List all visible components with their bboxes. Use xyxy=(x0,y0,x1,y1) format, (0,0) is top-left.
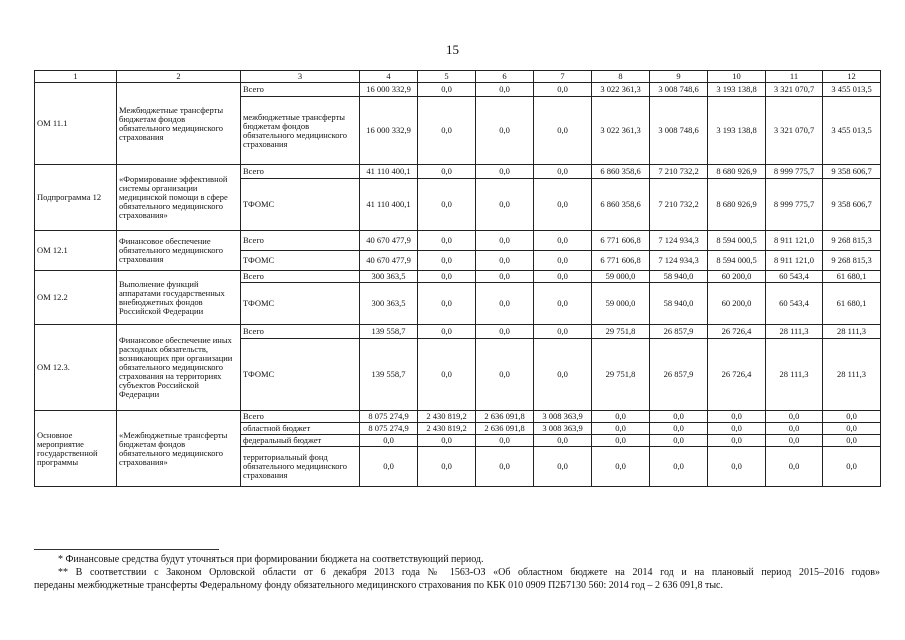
table-row xyxy=(35,411,881,423)
table-row xyxy=(35,231,881,251)
amount-cell: 0,0 xyxy=(418,435,476,447)
column-header: 9 xyxy=(650,71,708,83)
amount-cell: 6 771 606,8 xyxy=(592,231,650,251)
amount-cell: 0,0 xyxy=(823,411,881,423)
program-name-cell: Межбюджетные трансферты бюджетам фондов обязательного медицинского страхования xyxy=(117,83,241,165)
amount-cell: 3 193 138,8 xyxy=(708,83,766,97)
amount-cell: 2 636 091,8 xyxy=(476,411,534,423)
amount-cell: 0,0 xyxy=(418,97,476,165)
funding-source-cell: федеральный бюджет xyxy=(241,435,360,447)
program-code-cell: ОМ 12.1 xyxy=(35,231,117,271)
amount-cell: 0,0 xyxy=(534,251,592,271)
amount-cell: 0,0 xyxy=(592,447,650,487)
amount-cell: 0,0 xyxy=(476,271,534,283)
amount-cell: 8 680 926,9 xyxy=(708,165,766,179)
amount-cell: 139 558,7 xyxy=(360,325,418,339)
amount-cell: 0,0 xyxy=(418,339,476,411)
column-header: 12 xyxy=(823,71,881,83)
amount-cell: 3 022 361,3 xyxy=(592,83,650,97)
program-name-cell: Финансовое обеспечение иных расходных обязательств, возникающих при организации обязательного медицинского страхования на территориях субъектов Российской Федерации xyxy=(117,325,241,411)
amount-cell: 0,0 xyxy=(360,435,418,447)
amount-cell: 0,0 xyxy=(360,447,418,487)
amount-cell: 8 075 274,9 xyxy=(360,411,418,423)
amount-cell: 8 911 121,0 xyxy=(766,231,823,251)
funding-source-cell: Всего xyxy=(241,271,360,283)
column-number-row xyxy=(35,71,881,83)
funding-source-cell: Всего xyxy=(241,411,360,423)
amount-cell: 3 008 363,9 xyxy=(534,411,592,423)
amount-cell: 0,0 xyxy=(476,339,534,411)
amount-cell: 0,0 xyxy=(418,271,476,283)
amount-cell: 0,0 xyxy=(418,179,476,231)
column-header: 11 xyxy=(766,71,823,83)
funding-source-cell: ТФОМС xyxy=(241,339,360,411)
table-row xyxy=(35,165,881,179)
amount-cell: 8 999 775,7 xyxy=(766,165,823,179)
amount-cell: 0,0 xyxy=(418,447,476,487)
amount-cell: 8 999 775,7 xyxy=(766,179,823,231)
column-header: 8 xyxy=(592,71,650,83)
amount-cell: 139 558,7 xyxy=(360,339,418,411)
amount-cell: 58 940,0 xyxy=(650,283,708,325)
amount-cell: 0,0 xyxy=(534,97,592,165)
amount-cell: 0,0 xyxy=(418,283,476,325)
amount-cell: 0,0 xyxy=(476,83,534,97)
amount-cell: 59 000,0 xyxy=(592,271,650,283)
amount-cell: 0,0 xyxy=(476,165,534,179)
column-header: 2 xyxy=(117,71,241,83)
program-code-cell: ОМ 12.3. xyxy=(35,325,117,411)
amount-cell: 2 430 819,2 xyxy=(418,411,476,423)
amount-cell: 61 680,1 xyxy=(823,271,881,283)
amount-cell: 0,0 xyxy=(534,83,592,97)
amount-cell: 0,0 xyxy=(476,231,534,251)
amount-cell: 0,0 xyxy=(823,423,881,435)
amount-cell: 16 000 332,9 xyxy=(360,97,418,165)
amount-cell: 9 268 815,3 xyxy=(823,251,881,271)
column-header: 7 xyxy=(534,71,592,83)
program-code-cell: Подпрограмма 12 xyxy=(35,165,117,231)
amount-cell: 0,0 xyxy=(708,411,766,423)
amount-cell: 0,0 xyxy=(766,423,823,435)
amount-cell: 26 857,9 xyxy=(650,339,708,411)
funding-source-cell: Всего xyxy=(241,325,360,339)
funding-source-cell: Всего xyxy=(241,165,360,179)
column-header: 1 xyxy=(35,71,117,83)
amount-cell: 0,0 xyxy=(418,83,476,97)
amount-cell: 59 000,0 xyxy=(592,283,650,325)
amount-cell: 3 455 013,5 xyxy=(823,97,881,165)
amount-cell: 61 680,1 xyxy=(823,283,881,325)
amount-cell: 0,0 xyxy=(650,411,708,423)
amount-cell: 0,0 xyxy=(534,325,592,339)
page-number: 15 xyxy=(446,42,459,57)
amount-cell: 26 857,9 xyxy=(650,325,708,339)
amount-cell: 41 110 400,1 xyxy=(360,165,418,179)
amount-cell: 3 321 070,7 xyxy=(766,97,823,165)
funding-source-cell: Всего xyxy=(241,83,360,97)
amount-cell: 28 111,3 xyxy=(823,325,881,339)
amount-cell: 2 430 819,2 xyxy=(418,423,476,435)
amount-cell: 8 680 926,9 xyxy=(708,179,766,231)
column-header: 5 xyxy=(418,71,476,83)
funding-source-cell: территориальный фонд обязательного медицинского страхования xyxy=(241,447,360,487)
amount-cell: 3 321 070,7 xyxy=(766,83,823,97)
amount-cell: 0,0 xyxy=(534,271,592,283)
funding-source-cell: ТФОМС xyxy=(241,283,360,325)
amount-cell: 0,0 xyxy=(708,423,766,435)
amount-cell: 2 636 091,8 xyxy=(476,423,534,435)
amount-cell: 9 358 606,7 xyxy=(823,165,881,179)
program-name-cell: Финансовое обеспечение обязательного медицинского страхования xyxy=(117,231,241,271)
program-code-cell: ОМ 12.2 xyxy=(35,271,117,325)
amount-cell: 6 860 358,6 xyxy=(592,179,650,231)
amount-cell: 0,0 xyxy=(823,435,881,447)
amount-cell: 0,0 xyxy=(476,435,534,447)
amount-cell: 3 193 138,8 xyxy=(708,97,766,165)
amount-cell: 6 771 606,8 xyxy=(592,251,650,271)
amount-cell: 28 111,3 xyxy=(766,339,823,411)
amount-cell: 60 200,0 xyxy=(708,271,766,283)
amount-cell: 0,0 xyxy=(592,423,650,435)
amount-cell: 0,0 xyxy=(534,179,592,231)
amount-cell: 26 726,4 xyxy=(708,339,766,411)
table-row xyxy=(35,83,881,97)
amount-cell: 0,0 xyxy=(534,231,592,251)
budget-table xyxy=(34,70,881,487)
footnotes xyxy=(34,553,880,592)
amount-cell: 3 022 361,3 xyxy=(592,97,650,165)
program-code-cell: ОМ 11.1 xyxy=(35,83,117,165)
amount-cell: 0,0 xyxy=(650,435,708,447)
column-header: 4 xyxy=(360,71,418,83)
amount-cell: 0,0 xyxy=(766,411,823,423)
amount-cell: 8 594 000,5 xyxy=(708,231,766,251)
amount-cell: 0,0 xyxy=(418,325,476,339)
program-code-cell: Основное мероприятие государственной программы xyxy=(35,411,117,487)
amount-cell: 3 008 748,6 xyxy=(650,83,708,97)
amount-cell: 0,0 xyxy=(592,411,650,423)
amount-cell: 0,0 xyxy=(476,179,534,231)
funding-source-cell: межбюджетные трансферты бюджетам фондов обязательного медицинского страхования xyxy=(241,97,360,165)
amount-cell: 60 543,4 xyxy=(766,271,823,283)
amount-cell: 0,0 xyxy=(418,251,476,271)
amount-cell: 7 210 732,2 xyxy=(650,179,708,231)
amount-cell: 40 670 477,9 xyxy=(360,231,418,251)
amount-cell: 3 008 748,6 xyxy=(650,97,708,165)
funding-source-cell: ТФОМС xyxy=(241,251,360,271)
amount-cell: 7 124 934,3 xyxy=(650,251,708,271)
footnote-2-continuation: переданы межбюджетные трансферты Федеральному фонду обязательного медицинского страхования по КБК 010 0909 П2Б7130 560: 2014 год – 2 636 091,8 тыс. xyxy=(34,580,723,591)
amount-cell: 9 358 606,7 xyxy=(823,179,881,231)
amount-cell: 40 670 477,9 xyxy=(360,251,418,271)
amount-cell: 300 363,5 xyxy=(360,283,418,325)
amount-cell: 8 075 274,9 xyxy=(360,423,418,435)
amount-cell: 0,0 xyxy=(476,97,534,165)
amount-cell: 8 911 121,0 xyxy=(766,251,823,271)
amount-cell: 3 455 013,5 xyxy=(823,83,881,97)
program-name-cell: «Межбюджетные трансферты бюджетам фондов обязательного медицинского страхования» xyxy=(117,411,241,487)
footnote-2: ** В соответствии с Законом Орловской области от 6 декабря 2013 года № 1563-ОЗ «Об областном бюджете на 2014 год и на плановый период 2015–2016 годов» xyxy=(58,567,880,578)
table-row xyxy=(35,271,881,283)
program-name-cell: «Формирование эффективной системы организации медицинской помощи в сфере обязательного медицинского страхования» xyxy=(117,165,241,231)
amount-cell: 0,0 xyxy=(476,283,534,325)
funding-source-cell: областной бюджет xyxy=(241,423,360,435)
amount-cell: 29 751,8 xyxy=(592,339,650,411)
program-name-cell: Выполнение функций аппаратами государственных внебюджетных фондов Российской Федерации xyxy=(117,271,241,325)
amount-cell: 0,0 xyxy=(534,435,592,447)
amount-cell: 0,0 xyxy=(476,447,534,487)
amount-cell: 58 940,0 xyxy=(650,271,708,283)
amount-cell: 0,0 xyxy=(650,447,708,487)
funding-source-cell: Всего xyxy=(241,231,360,251)
amount-cell: 0,0 xyxy=(708,447,766,487)
amount-cell: 60 543,4 xyxy=(766,283,823,325)
amount-cell: 29 751,8 xyxy=(592,325,650,339)
amount-cell: 0,0 xyxy=(476,251,534,271)
amount-cell: 3 008 363,9 xyxy=(534,423,592,435)
table-row xyxy=(35,325,881,339)
amount-cell: 60 200,0 xyxy=(708,283,766,325)
amount-cell: 0,0 xyxy=(534,165,592,179)
amount-cell: 8 594 000,5 xyxy=(708,251,766,271)
amount-cell: 0,0 xyxy=(418,165,476,179)
amount-cell: 0,0 xyxy=(708,435,766,447)
amount-cell: 7 210 732,2 xyxy=(650,165,708,179)
amount-cell: 41 110 400,1 xyxy=(360,179,418,231)
amount-cell: 0,0 xyxy=(476,325,534,339)
amount-cell: 0,0 xyxy=(650,423,708,435)
funding-source-cell: ТФОМС xyxy=(241,179,360,231)
column-header: 3 xyxy=(241,71,360,83)
amount-cell: 0,0 xyxy=(823,447,881,487)
amount-cell: 0,0 xyxy=(766,447,823,487)
amount-cell: 28 111,3 xyxy=(823,339,881,411)
amount-cell: 300 363,5 xyxy=(360,271,418,283)
amount-cell: 16 000 332,9 xyxy=(360,83,418,97)
column-header: 6 xyxy=(476,71,534,83)
table-body xyxy=(35,83,881,487)
amount-cell: 0,0 xyxy=(534,339,592,411)
amount-cell: 0,0 xyxy=(418,231,476,251)
amount-cell: 0,0 xyxy=(534,447,592,487)
amount-cell: 9 268 815,3 xyxy=(823,231,881,251)
amount-cell: 0,0 xyxy=(766,435,823,447)
amount-cell: 7 124 934,3 xyxy=(650,231,708,251)
footnote-divider xyxy=(34,549,219,550)
amount-cell: 0,0 xyxy=(592,435,650,447)
amount-cell: 6 860 358,6 xyxy=(592,165,650,179)
footnote-1: * Финансовые средства будут уточняться при формировании бюджета на соответствующий период. xyxy=(58,554,484,565)
amount-cell: 26 726,4 xyxy=(708,325,766,339)
column-header: 10 xyxy=(708,71,766,83)
amount-cell: 0,0 xyxy=(534,283,592,325)
amount-cell: 28 111,3 xyxy=(766,325,823,339)
